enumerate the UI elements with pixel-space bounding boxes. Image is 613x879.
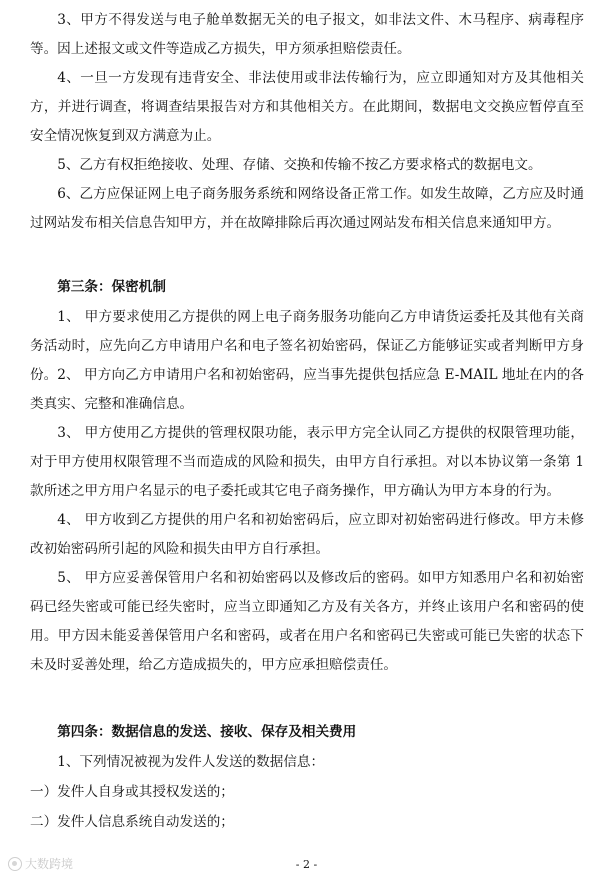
clause-3-4: 4、 甲方收到乙方提供的用户名和初始密码后，应立即对初始密码进行修改。甲方未修改初始密码所引起的风险和损失由甲方自行承担。	[30, 512, 584, 557]
clause-4-1: 1、下列情况被视为发件人发送的数据信息：	[57, 754, 325, 770]
clause-4-1-item-1: 一）发件人自身或其授权发送的；	[30, 784, 234, 800]
watermark-text: 大数跨境	[25, 857, 74, 871]
watermark-logo-icon	[8, 857, 22, 871]
section-4-heading: 第四条：数据信息的发送、接收、保存及相关费用	[57, 724, 357, 740]
clause-3-2: 2、 甲方向乙方申请用户名和初始密码，应当事先提供包括应急 E-MAIL 地址在内的各类真实、完整和准确信息。	[30, 367, 584, 412]
watermark	[8, 855, 73, 872]
clause-4-1-item-2: 二）发件人信息系统自动发送的；	[30, 814, 234, 830]
clause-2-4: 4、一旦一方发现有违背安全、非法使用或非法传输行为，应立即通知对方及其他相关方，并进行调查，将调查结果报告对方和其他相关方。在此期间，数据电文交换应暂停直至安全情况恢复到双方满意为止。	[30, 70, 584, 144]
page-number: - 2 -	[295, 858, 318, 871]
clause-3-1: 1、 甲方要求使用乙方提供的网上电子商务服务功能向乙方申请货运委托及其他有关商务活动时，应先向乙方申请用户名和电子签名初始密码，保证乙方能够证实或者判断甲方身份。	[30, 309, 584, 383]
clause-2-3: 3、甲方不得发送与电子舱单数据无关的电子报文，如非法文件、木马程序、病毒程序等。因上述报文或文件等造成乙方损失，甲方须承担赔偿责任。	[30, 12, 584, 57]
section-3-heading: 第三条：保密机制	[57, 279, 166, 295]
clause-3-5: 5、 甲方应妥善保管用户名和初始密码以及修改后的密码。如甲方知悉用户名和初始密码已经失密或可能已经失密时，应当立即通知乙方及有关各方，并终止该用户名和密码的使用。甲方因未能妥善保管用户名和密码，或者在用户名和密码已失密或可能已失密的状态下未及时妥善处理，给乙方造成损失的，甲方应承担赔偿责任。	[30, 570, 584, 673]
clause-3-3: 3、 甲方使用乙方提供的管理权限功能，表示甲方完全认同乙方提供的权限管理功能，对于甲方使用权限管理不当而造成的风险和损失，由甲方自行承担。对以本协议第一条第 1 款所述之甲方用户名显示的电子委托或其它电子商务操作，甲方确认为甲方本身的行为。	[30, 425, 584, 499]
clause-2-6: 6、乙方应保证网上电子商务服务系统和网络设备正常工作。如发生故障，乙方应及时通过网站发布相关信息告知甲方，并在故障排除后再次通过网站发布相关信息来通知甲方。	[30, 186, 584, 231]
clause-2-5: 5、乙方有权拒绝接收、处理、存储、交换和传输不按乙方要求格式的数据电文。	[57, 157, 542, 173]
